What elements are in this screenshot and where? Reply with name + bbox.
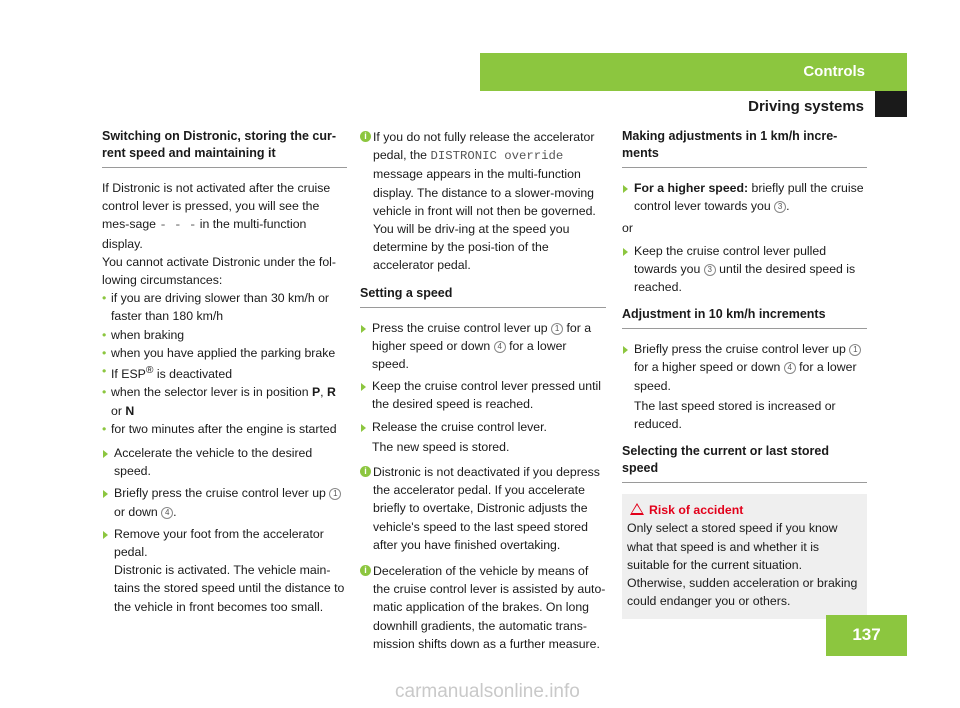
- circumstances-paragraph: You cannot activate Distronic under the fol-lowing circumstances:: [102, 254, 337, 288]
- step-text: Press the cruise control lever up: [372, 320, 552, 335]
- bullet-item: • when braking: [102, 326, 347, 344]
- step-accelerate: Accelerate the vehicle to the desired speed.: [102, 444, 347, 480]
- page-number: 137: [852, 625, 881, 645]
- step-keep-pulled: [622, 242, 867, 297]
- info-text: Distronic is not deactivated if you depress the accelerator pedal. If you accelerate briefly to overtake, Distronic adjusts the vehicle's speed to the last speed stored after you have finished overtaking.: [373, 465, 600, 552]
- higher-speed-label: For a higher speed:: [634, 181, 749, 195]
- separator: ,: [320, 385, 328, 400]
- position-p: P: [311, 385, 321, 400]
- esp-text-end: is deactivated: [153, 367, 233, 382]
- section-header: [480, 53, 907, 91]
- step-press-lever: [102, 484, 347, 520]
- step-text: for a lower speed.: [372, 338, 567, 372]
- step-note: Distronic is activated. The vehicle main-tains the stored speed until the distance to the vehicle in front becomes too small.: [114, 563, 345, 614]
- step-release: Release the cruise control lever.: [360, 418, 606, 436]
- step-text: .: [173, 504, 177, 519]
- step-text: Briefly press the cruise control lever up: [114, 486, 330, 501]
- item-number-4: 4: [784, 362, 796, 374]
- warning-triangle-icon: [630, 503, 644, 515]
- step-text: briefly pull the cruise control lever towards you: [634, 181, 864, 214]
- heading-10kmh: Adjustment in 10 km/h increments: [622, 306, 867, 329]
- step-text: .: [786, 199, 790, 214]
- heading-1kmh: Making adjustments in 1 km/h incre-ments: [622, 128, 867, 168]
- item-number-1: 1: [329, 488, 341, 500]
- info-icon: i: [360, 565, 371, 576]
- step-text: for a higher speed or down: [634, 360, 784, 375]
- warning-text: Only select a stored speed if you know what that speed is and whether it is suitable for the current situation. Otherwise, sudden acceleration or braking could endanger you or others.: [627, 521, 858, 609]
- intro-paragraph: [102, 179, 347, 253]
- intro-text: If Distronic is not activated after the cruise control lever is pressed, you will see the mes-sage: [102, 181, 331, 232]
- column-middle: [360, 128, 606, 653]
- dashes-message: - - -: [159, 218, 197, 233]
- info-icon: i: [360, 466, 371, 477]
- registered-mark: ®: [145, 365, 154, 377]
- watermark: carmanualsonline.info: [395, 681, 580, 702]
- info-text: Deceleration of the vehicle by means of the cruise control lever is assisted by auto-matic application of the brakes. On long downhill gradients, the automatic trans-mission shifts down as a further measure.: [373, 564, 606, 651]
- bullet-item: • when you have applied the parking brake: [102, 344, 347, 362]
- info-overtake: [360, 463, 606, 554]
- step-note: The new speed is stored.: [372, 439, 510, 454]
- step-text: for a lower speed.: [634, 360, 857, 393]
- item-number-4: 4: [494, 341, 506, 353]
- step-press-up-down: [360, 319, 606, 374]
- intro-text-end: in the multi-function display.: [102, 217, 307, 251]
- or-text: or: [111, 403, 126, 418]
- info-text: If you do not fully release the accelerator pedal, the: [373, 130, 595, 163]
- info-text-end: message appears in the multi-function display. The distance to a slower-moving vehicle in front will not then be governed. You will be driv-ing at the speed you determine by the posi-tion of the accelerator pedal.: [373, 167, 596, 273]
- selector-text: when the selector lever is in position: [111, 385, 312, 400]
- step-note: The last speed stored is increased or reduced.: [634, 398, 836, 432]
- header-black-tab: [875, 91, 907, 117]
- column-right: [622, 128, 867, 619]
- warning-box: [622, 494, 867, 619]
- bullet-item: • if you are driving slower than 30 km/h or faster than 180 km/h: [102, 289, 347, 325]
- step-higher-speed: [622, 179, 867, 215]
- position-n: N: [125, 403, 135, 418]
- page-number-box: [826, 615, 907, 656]
- warning-title-text: Risk of accident: [649, 503, 744, 518]
- item-number-1: 1: [551, 323, 563, 335]
- step-text: Keep the cruise control lever pulled towards you: [634, 243, 827, 276]
- heading-setting-speed: Setting a speed: [360, 285, 606, 308]
- step-brief-press: [622, 340, 867, 395]
- item-number-1: 1: [849, 344, 861, 356]
- or-text: or: [622, 221, 633, 236]
- info-icon: i: [360, 131, 371, 142]
- esp-text: If ESP: [111, 367, 146, 382]
- position-r: R: [327, 385, 336, 400]
- info-deceleration: [360, 562, 606, 653]
- section-title: Controls: [803, 62, 865, 80]
- step-text: until the desired speed is reached.: [634, 261, 856, 295]
- override-message: DISTRONIC override: [430, 149, 564, 164]
- step-text: Briefly press the cruise control lever up: [634, 342, 850, 357]
- item-number-3: 3: [774, 201, 786, 213]
- step-keep-pressed: Keep the cruise control lever pressed until the desired speed is reached.: [360, 377, 606, 413]
- step-text: for a higher speed or down: [372, 320, 592, 353]
- bullet-item-esp: [102, 362, 347, 383]
- step-text: or down: [114, 504, 162, 519]
- heading-selecting-speed: Selecting the current or last stored speed: [622, 443, 867, 483]
- item-number-4: 4: [161, 507, 173, 519]
- warning-title: [627, 501, 862, 519]
- item-number-3: 3: [704, 264, 716, 276]
- column-left: [102, 128, 347, 616]
- step-remove-foot: Remove your foot from the accelerator pedal.: [102, 525, 347, 561]
- info-override: [360, 128, 606, 275]
- bullet-item: • for two minutes after the engine is started: [102, 420, 347, 438]
- subsection-title: Driving systems: [748, 98, 864, 115]
- bullet-item-selector: [102, 383, 347, 419]
- heading-switching-on: Switching on Distronic, storing the cur-rent speed and maintaining it: [102, 128, 347, 168]
